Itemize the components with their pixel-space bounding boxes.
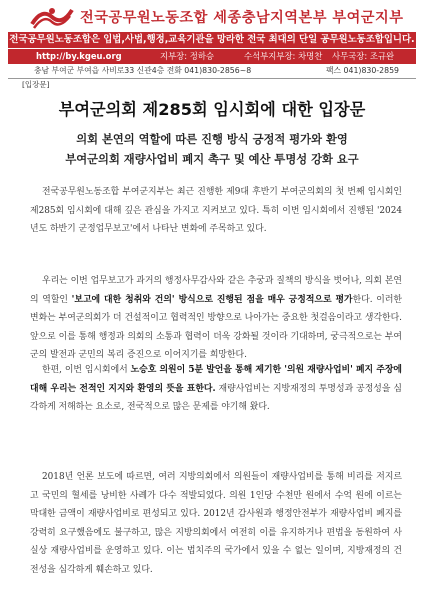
document-title: 부여군의회 제285회 임시회에 대한 입장문: [58, 100, 366, 119]
paragraph-3-text-b: 재량사업비는 지방재정의 투명성과 공정성을 심각하게 저해하는 요소로, 전국적으로 많은 문제를 야기해 왔다.: [30, 383, 402, 412]
subtitle-line-2: 부여군의회 재량사업비 폐지 촉구 및 예산 투명성 강화 요구: [65, 152, 359, 166]
paragraph-4-text: 2018년 언론 보도에 따르면, 여러 지방의회에서 의원들이 재량사업비를 통해 비리를 저지르고 국민의 혈세를 낭비한 사례가 다수 적발되었다. 의원 1인당 수천만 원에서 수억 원에 이르는 막대한 금액이 재량사업비로 편성되고 있다. 2012년 감사원과 행정안전부가 재량사업비 폐지를 강력히 요구했음에도 불구하고, 많은 지방의회에서 여전히 이를 유지하거나 편법을 동원하여 사실상 재량사업비를 운영하고 있다. 이는 법치주의 국가에서 있을 수 없는 일이며, 지방재정의 건전성을 심각하게 훼손하고 있다.: [30, 472, 402, 575]
paragraph-2-text-b: 한다. 이러한 변화는 부여군의회가 더 건설적이고 협력적인 방향으로 나아가는 중요한 첫걸음이라고 생각한다. 앞으로 이를 통해 행정과 의회의 소통과 협력이 더욱 강화될 것이라 기대하며, 궁극적으로는 부여군의 발전과 군민의 복리 증진으로 이어지기를 희망한다.: [30, 294, 403, 360]
subtitle-line-1: 의회 본연의 역할에 따른 진행 방식 긍정적 평가와 환영: [76, 132, 348, 146]
paragraph-1-text: 전국공무원노동조합 부여군지부는 최근 진행한 제9대 후반기 부여군의회의 첫 번째 임시회인 제285회 임시회에 대해 깊은 관심을 가지고 지켜보고 있다. 특히 이번 임시회에서 진행된 '2024년도 하반기 군정업무보고'에서 나타난 변화에 주목하고 있다.: [30, 187, 402, 234]
paragraph-3-emphasis: 노승호 의원이 5분 발언을 통해 제기한 '의원 재량사업비' 폐지 주장에 대해 우리는 전적인 지지와 환영의 뜻을 표한다.: [30, 365, 402, 394]
website-link[interactable]: http://by.kgeu.org: [36, 51, 122, 61]
secretary: 사무국장: 조규완: [332, 51, 395, 61]
slogan-bar: 전국공무원노동조합은 입법,사법,행정,교육기관을 망라한 전국 최대의 단일 공무원노동조합입니다.: [8, 32, 416, 48]
document-category: [입장문]: [22, 80, 50, 89]
paragraph-4: [30, 468, 402, 579]
address-row: [8, 64, 416, 79]
branch-leader: 지부장: 정하승: [160, 51, 215, 61]
paragraph-3: [30, 361, 402, 417]
address: 충남 부여군 부여읍 사비로33 신관4층 전화 041)830-2856~8: [34, 66, 252, 75]
paragraph-1: [30, 183, 402, 239]
org-name: 전국공무원노동조합 세종충남지역본부 부여군지부: [80, 10, 404, 26]
paragraph-3-text-a: 한편, 이번 임시회에서: [42, 365, 131, 375]
deputy-leader: 수석부지부장: 차명찬: [244, 51, 323, 61]
paragraph-2: [30, 272, 402, 365]
info-bar: [8, 49, 416, 64]
paragraph-2-emphasis: '보고에 대한 청취와 건의' 방식으로 진행된 점을 매우 긍정적으로 평가: [71, 294, 353, 305]
union-logo-icon: [30, 4, 74, 30]
fax-number: 팩스 041)830-2859: [326, 66, 400, 75]
letterhead-top: [8, 2, 416, 32]
paragraph-2-text-a: 우리는 이번 업무보고가 과거의 행정사무감사와 같은 추궁과 질책의 방식을 벗어나, 의회 본연의 역할인: [30, 276, 402, 305]
letterhead: [8, 2, 416, 79]
